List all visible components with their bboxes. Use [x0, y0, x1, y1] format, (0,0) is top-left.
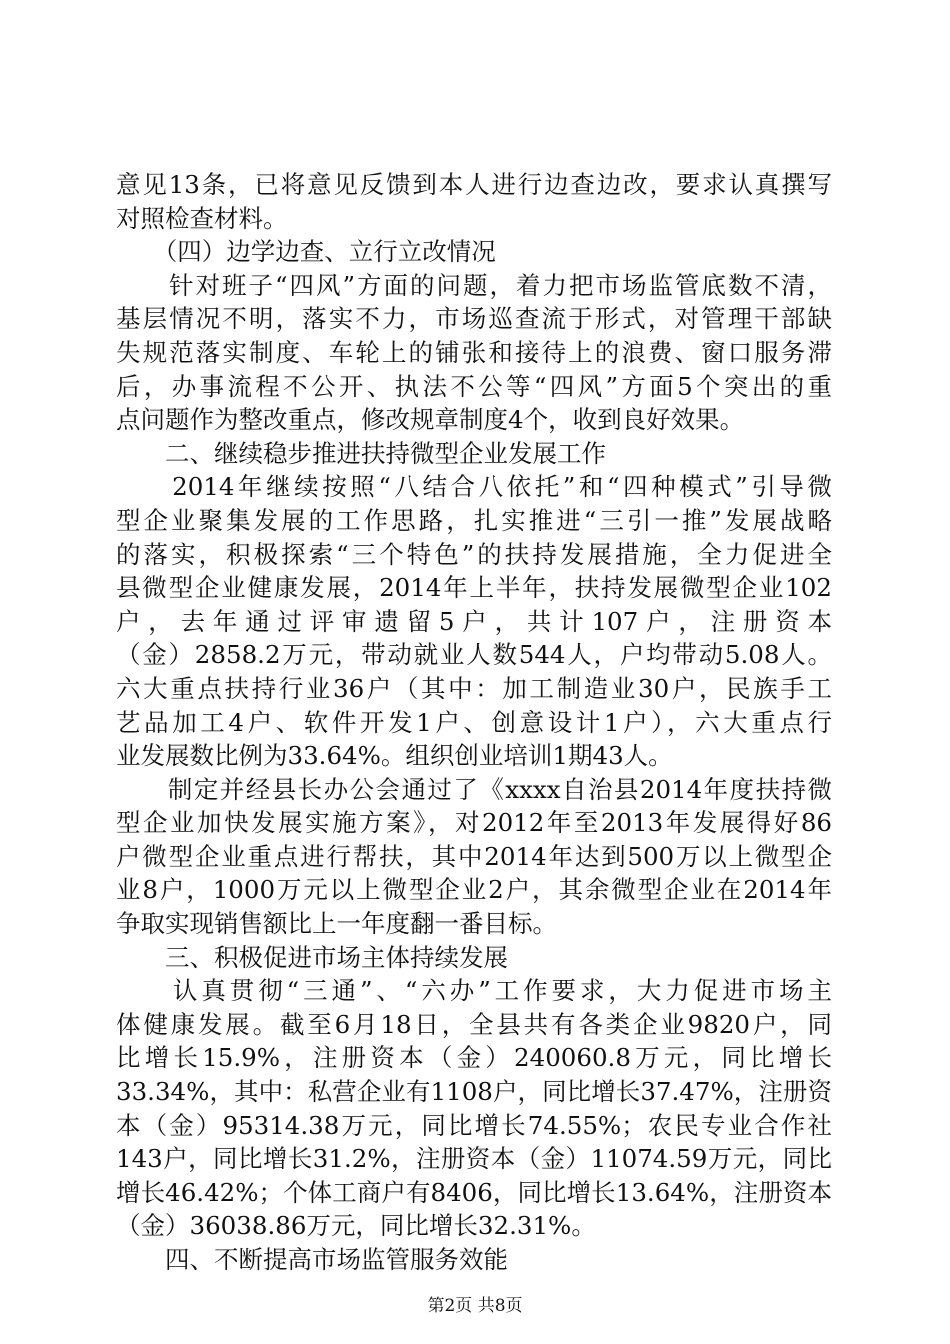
text-line: 意见13条，已将意见反馈到本人进行边查边改，要求认真撰写	[116, 170, 832, 199]
text-line: 2014年继续按照“八结合八依托”和“四种模式”引导微	[116, 472, 832, 502]
text-line: 户，去年通过评审遗留5户，共计107户，注册资本	[116, 606, 832, 636]
section-heading: 四、不断提高市场监管服务效能	[116, 1245, 508, 1274]
document-body	[116, 168, 832, 1277]
text-line: 失规范落实制度、车轮上的铺张和接待上的浪费、窗口服务滞	[116, 337, 832, 367]
text-line: 争取实现销售额比上一年度翻一番目标。	[116, 909, 557, 939]
text-line: 对照检查材料。	[116, 203, 288, 233]
text-line: 后，办事流程不公开、执法不公等“四风”方面5个突出的重	[116, 371, 832, 401]
text-line: 33.34%，其中：私营企业有1108户，同比增长37.47%，注册资	[116, 1077, 832, 1107]
text-line: 县微型企业健康发展，2014年上半年，扶持发展微型企业102	[116, 573, 832, 603]
text-line: 六大重点扶持行业36户（其中：加工制造业30户，民族手工	[116, 673, 832, 703]
text-line: 认真贯彻“三通”、“六办”工作要求，大力促进市场主	[116, 976, 832, 1006]
text-line: 143户，同比增长31.2%，注册资本（金）11074.59万元，同比	[116, 1144, 832, 1174]
text-line: 制定并经县长办公会通过了《xxxx自治县2014年度扶持微	[116, 774, 832, 804]
text-line: 型企业加快发展实施方案》，对2012年至2013年发展得好86	[116, 808, 832, 838]
text-line: （金）36038.86万元，同比增长32.31%。	[116, 1211, 596, 1241]
text-line: 体健康发展。截至6月18日，全县共有各类企业9820户，同	[116, 1009, 832, 1039]
section-heading: 三、积极促进市场主体持续发展	[116, 942, 508, 972]
text-line: 艺品加工4户、软件开发1户、创意设计1户），六大重点行	[116, 707, 832, 737]
text-line: 增长46.42%；个体工商户有8406，同比增长13.64%，注册资本	[116, 1177, 832, 1207]
text-line: （金）2858.2万元，带动就业人数544人，户均带动5.08人。	[116, 640, 832, 670]
section-heading: 二、继续稳步推进扶持微型企业发展工作	[116, 438, 606, 468]
page-footer: 第2页 共8页	[427, 1296, 523, 1316]
text-line: 点问题作为整改重点，修改规章制度4个，收到良好效果。	[116, 405, 745, 435]
text-line: 业8户，1000万元以上微型企业2户，其余微型企业在2014年	[116, 875, 832, 905]
text-line: 户微型企业重点进行帮扶，其中2014年达到500万以上微型企	[116, 841, 832, 871]
text-line: 针对班子“四风”方面的问题，着力把市场监管底数不清，	[116, 270, 832, 300]
text-line: 本（金）95314.38万元，同比增长74.55%；农民专业合作社	[116, 1110, 832, 1140]
text-line: 的落实，积极探索“三个特色”的扶持发展措施，全力促进全	[116, 539, 832, 569]
section-heading: （四）边学边查、立行立改情况	[116, 237, 496, 267]
text-line: 型企业聚集发展的工作思路，扎实推进“三引一推”发展战略	[116, 505, 832, 535]
text-line: 业发展数比例为33.64%。组织创业培训1期43人。	[116, 741, 673, 771]
text-line: 比增长15.9%，注册资本（金）240060.8万元，同比增长	[116, 1043, 832, 1073]
text-line: 基层情况不明，落实不力，市场巡查流于形式，对管理干部缺	[116, 304, 832, 334]
